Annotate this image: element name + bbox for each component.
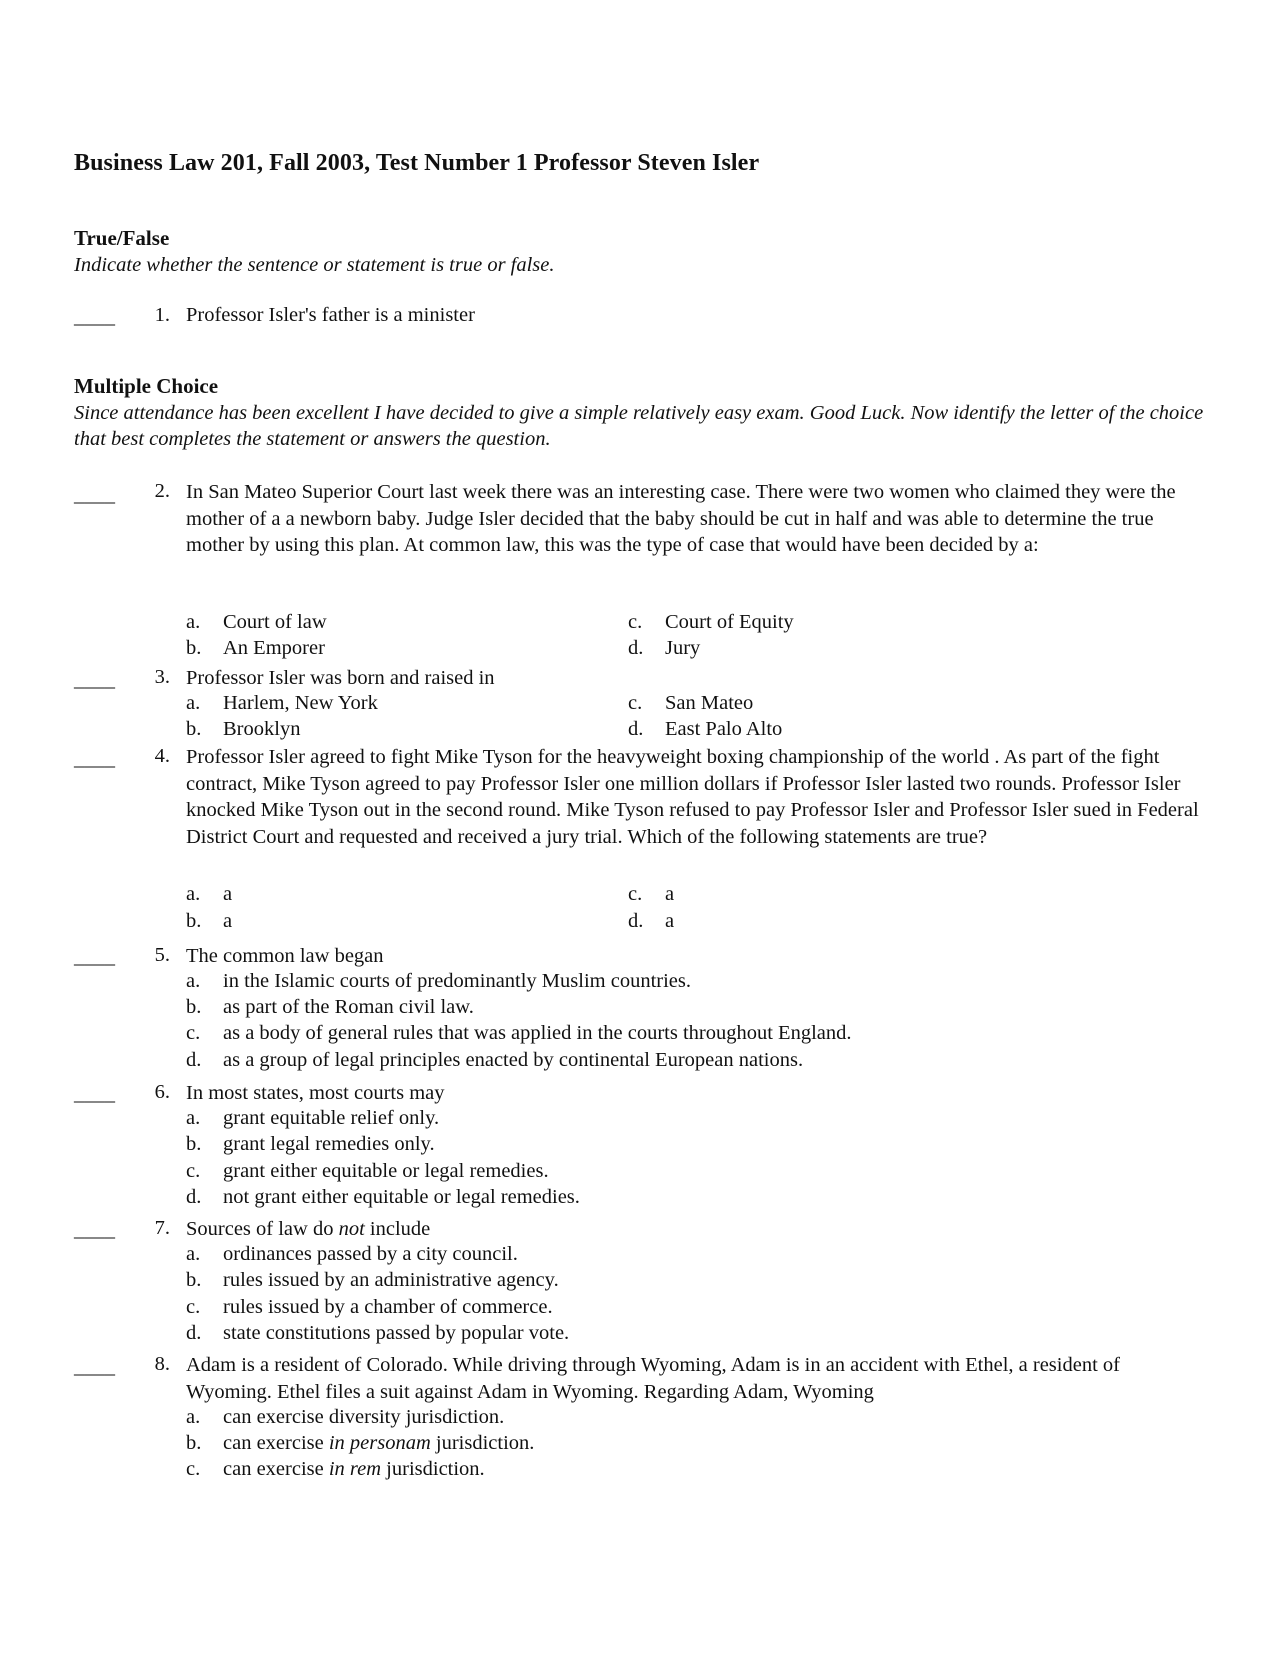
option-text: An Emporer xyxy=(223,637,325,659)
answer-blank[interactable]: ____ xyxy=(74,306,115,328)
answer-blank[interactable]: ____ xyxy=(74,1356,115,1378)
option-text: as part of the Roman civil law. xyxy=(223,996,474,1018)
option-c[interactable] xyxy=(186,1458,485,1481)
option-letter: d. xyxy=(186,1186,202,1208)
question-number: 7. xyxy=(154,1217,170,1239)
option-c[interactable] xyxy=(186,1160,549,1183)
question-number: 2. xyxy=(154,480,170,502)
option-c[interactable] xyxy=(628,611,794,634)
option-b[interactable] xyxy=(186,637,325,660)
option-d[interactable] xyxy=(628,718,782,741)
question-number: 1. xyxy=(154,304,170,326)
option-c[interactable] xyxy=(628,692,753,715)
answer-blank[interactable]: ____ xyxy=(74,669,115,691)
option-a[interactable] xyxy=(186,883,232,906)
option-letter: b. xyxy=(186,996,202,1018)
option-b[interactable] xyxy=(186,1432,534,1455)
option-text: as a body of general rules that was applied in the courts throughout England. xyxy=(223,1022,852,1044)
option-text: Court of Equity xyxy=(665,611,794,633)
option-letter: a. xyxy=(186,970,201,992)
option-text-emphasis: in rem xyxy=(328,1458,382,1480)
option-c[interactable] xyxy=(628,883,674,906)
option-b[interactable] xyxy=(186,996,474,1019)
answer-blank[interactable]: ____ xyxy=(74,1219,115,1241)
option-letter: a. xyxy=(186,1406,201,1428)
question-text: Adam is a resident of Colorado. While driving through Wyoming, Adam is in an accident with Ethel, a resident of Wyoming. Ethel files a suit against Adam in Wyoming. Regarding Adam, Wyoming xyxy=(186,1354,1120,1403)
option-b[interactable] xyxy=(186,1269,559,1292)
option-letter: b. xyxy=(186,1432,202,1454)
question-text-emphasis: not xyxy=(338,1218,365,1240)
option-letter: b. xyxy=(186,1133,202,1155)
option-letter: d. xyxy=(628,637,644,659)
question-number: 8. xyxy=(154,1353,170,1375)
option-text: ordinances passed by a city council. xyxy=(223,1243,518,1265)
option-text: Harlem, New York xyxy=(223,692,378,714)
option-letter: a. xyxy=(186,1107,201,1129)
option-letter: c. xyxy=(186,1160,201,1182)
option-d[interactable] xyxy=(186,1186,580,1209)
question-text: In San Mateo Superior Court last week there was an interesting case. There were two women who claimed they were the mother of a a newborn baby. Judge Isler decided that the baby should be cut in half and was able to determine the true mother by using this plan. At common law, this was the type of case that would have been decided by a: xyxy=(186,481,1176,556)
question-text: Professor Isler agreed to fight Mike Tyson for the heavyweight boxing championship of the world . As part of the fight contract, Mike Tyson agreed to pay Professor Isler one million dollars if Professor Isler lasted two rounds. Professor Isler knocked Mike Tyson out in the second round. Mike Tyson refused to pay Professor Isler and Professor Isler sued in Federal District Court and requested and received a jury trial. Which of the following statements are true? xyxy=(186,746,1199,848)
option-text: East Palo Alto xyxy=(665,718,783,740)
option-a[interactable] xyxy=(186,611,327,634)
option-letter: b. xyxy=(186,1269,202,1291)
option-text-post: jurisdiction. xyxy=(381,1458,485,1480)
page-title: Business Law 201, Fall 2003, Test Number 1 Professor Steven Isler xyxy=(74,150,760,176)
option-letter: a. xyxy=(186,1243,201,1265)
option-b[interactable] xyxy=(186,718,300,741)
mc-heading: Multiple Choice xyxy=(74,374,219,398)
option-letter: c. xyxy=(628,611,643,633)
option-letter: c. xyxy=(186,1022,201,1044)
option-text: a xyxy=(665,883,675,905)
option-text: grant either equitable or legal remedies. xyxy=(223,1160,549,1182)
option-d[interactable] xyxy=(186,1049,803,1072)
option-c[interactable] xyxy=(186,1296,553,1319)
option-text: a xyxy=(665,910,675,932)
option-text-emphasis: in personam xyxy=(328,1432,431,1454)
option-letter: d. xyxy=(628,910,644,932)
option-text-pre: can exercise xyxy=(223,1432,329,1454)
option-letter: b. xyxy=(186,718,202,740)
option-text: Brooklyn xyxy=(223,718,301,740)
option-d[interactable] xyxy=(628,637,700,660)
option-a[interactable] xyxy=(186,1243,518,1266)
option-letter: a. xyxy=(186,611,201,633)
option-d[interactable] xyxy=(628,910,674,933)
question-number: 6. xyxy=(154,1081,170,1103)
option-text: not grant either equitable or legal remedies. xyxy=(223,1186,580,1208)
question-text-pre: Sources of law do xyxy=(186,1218,339,1240)
option-a[interactable] xyxy=(186,1406,504,1429)
option-d[interactable] xyxy=(186,1322,569,1345)
answer-blank[interactable]: ____ xyxy=(74,748,115,770)
option-a[interactable] xyxy=(186,1107,439,1130)
question-text: Professor Isler was born and raised in xyxy=(186,667,495,689)
question-number: 5. xyxy=(154,944,170,966)
option-b[interactable] xyxy=(186,910,232,933)
option-text: grant legal remedies only. xyxy=(223,1133,435,1155)
question-text xyxy=(186,1216,1194,1243)
option-text: a xyxy=(223,883,233,905)
option-letter: c. xyxy=(186,1458,201,1480)
option-text: state constitutions passed by popular vote. xyxy=(223,1322,570,1344)
answer-blank[interactable]: ____ xyxy=(74,946,115,968)
option-letter: c. xyxy=(628,692,643,714)
option-text: grant equitable relief only. xyxy=(223,1107,440,1129)
option-text: a xyxy=(223,910,233,932)
option-text: Court of law xyxy=(223,611,327,633)
option-text: rules issued by an administrative agency. xyxy=(223,1269,559,1291)
question-text: Professor Isler's father is a minister xyxy=(186,304,475,326)
question-text: In most states, most courts may xyxy=(186,1082,445,1104)
question-text-post: include xyxy=(364,1218,431,1240)
option-text: as a group of legal principles enacted by continental European nations. xyxy=(223,1049,804,1071)
option-a[interactable] xyxy=(186,692,378,715)
option-letter: d. xyxy=(186,1322,202,1344)
option-text-post: jurisdiction. xyxy=(430,1432,535,1454)
option-letter: b. xyxy=(186,910,202,932)
question-number: 3. xyxy=(154,666,170,688)
tf-instructions: Indicate whether the sentence or statement is true or false. xyxy=(74,254,555,276)
question-number: 4. xyxy=(154,745,170,767)
option-letter: c. xyxy=(628,883,643,905)
option-b[interactable] xyxy=(186,1133,435,1156)
option-text: San Mateo xyxy=(665,692,754,714)
option-text-pre: can exercise xyxy=(223,1458,329,1480)
mc-instructions: Since attendance has been excellent I have decided to give a simple relatively easy exam. Good Luck. Now identify the letter of the choice that best completes the statement or answers the question. xyxy=(74,402,1204,450)
option-letter: b. xyxy=(186,637,202,659)
answer-blank[interactable]: ____ xyxy=(74,484,115,506)
option-c[interactable] xyxy=(186,1022,852,1045)
option-text: Jury xyxy=(665,637,701,659)
answer-blank[interactable]: ____ xyxy=(74,1083,115,1105)
option-letter: a. xyxy=(186,883,201,905)
option-a[interactable] xyxy=(186,970,691,993)
option-letter: a. xyxy=(186,692,201,714)
tf-heading: True/False xyxy=(74,226,170,250)
option-text: rules issued by a chamber of commerce. xyxy=(223,1296,553,1318)
option-letter: c. xyxy=(186,1296,201,1318)
option-text: can exercise diversity jurisdiction. xyxy=(223,1406,505,1428)
option-letter: d. xyxy=(186,1049,202,1071)
question-text: The common law began xyxy=(186,945,384,967)
option-letter: d. xyxy=(628,718,644,740)
option-text: in the Islamic courts of predominantly Muslim countries. xyxy=(223,970,691,992)
